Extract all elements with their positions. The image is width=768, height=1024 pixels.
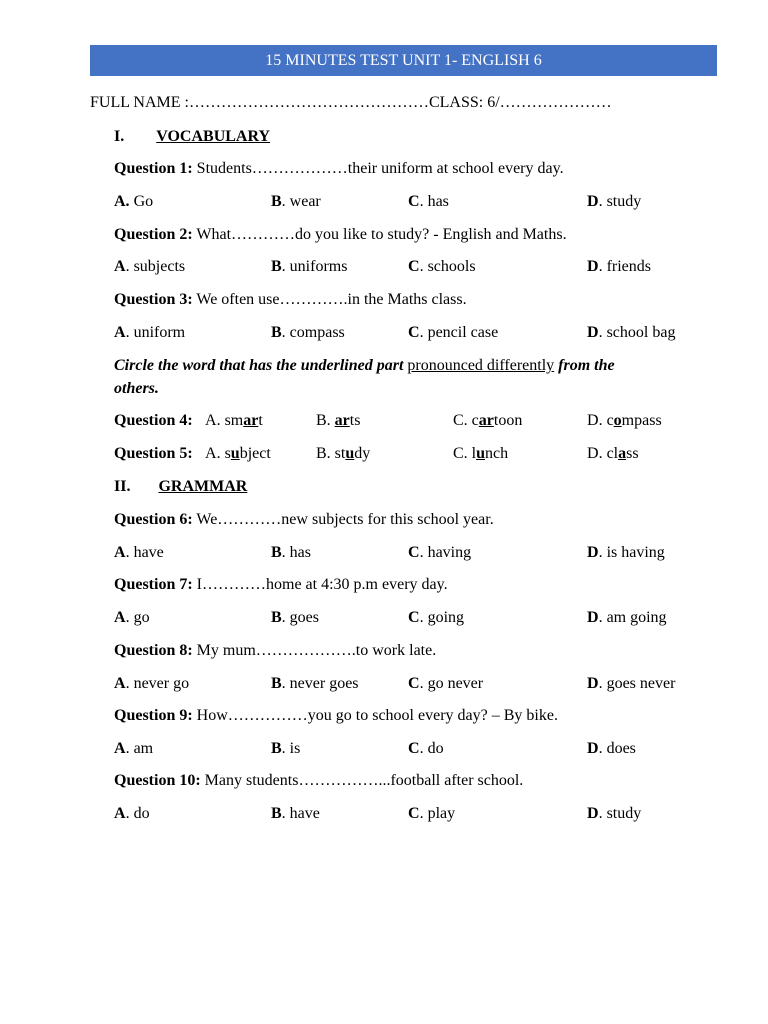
question-label: Question 10: [114,772,201,789]
option-text: . goes [281,609,319,626]
question-text: I…………home at 4:30 p.m every day. [192,576,448,593]
option-b[interactable] [271,675,359,693]
option-text: . s [216,445,231,462]
question-1 [114,160,564,178]
option-c[interactable] [408,805,455,823]
option-letter: D [587,193,599,210]
option-letter: D [587,412,599,429]
option-text: . is having [598,544,665,561]
option-text: . uniforms [281,258,348,275]
option-b[interactable] [271,193,321,211]
option-d[interactable] [587,193,641,211]
option-text: . going [419,609,465,626]
option-letter: C [408,544,420,561]
question-label: Question 6: [114,511,193,528]
option-c[interactable] [453,412,522,430]
option-letter: D [587,445,599,462]
option-a[interactable] [114,805,150,823]
option-text: . cl [598,445,619,462]
instruction-underlined: pronounced differently [407,357,555,374]
option-letter: B [271,675,282,692]
option-text: . do [419,740,444,757]
instruction-line-2: others. [114,380,159,397]
option-letter: A [114,258,126,275]
option-text: . c [598,412,614,429]
option-letter: A [114,609,126,626]
option-text: . pencil case [419,324,499,341]
option-c[interactable] [408,740,444,758]
option-text: . study [598,805,642,822]
option-text: . go [125,609,150,626]
option-letter: D [587,805,599,822]
option-letter: A [114,324,126,341]
underlined-part: a [618,445,627,462]
section-grammar-heading [114,478,247,496]
option-text: . has [419,193,449,210]
option-d[interactable] [587,412,662,430]
option-text: . have [125,544,164,561]
instruction-text-end: from the [554,357,615,374]
question-text: Many students……………...football after school. [200,772,524,789]
pronunciation-instruction [114,357,615,375]
option-letter: A [205,412,217,429]
option-letter: C [408,609,420,626]
section-vocabulary-heading [114,128,270,146]
option-text: . l [463,445,477,462]
option-text-end: ts [349,412,361,429]
question-label: Question 8: [114,642,193,659]
option-text: . has [281,544,311,561]
option-letter: B [271,544,282,561]
option-letter: C [408,324,420,341]
option-c[interactable] [408,258,476,276]
question-text: Students………………their uniform at school every day. [192,160,564,177]
question-9 [114,707,558,725]
option-text: . sm [216,412,244,429]
option-text: . c [463,412,479,429]
option-text: Go [129,193,154,210]
option-text-end: ss [626,445,639,462]
option-letter: B [271,805,282,822]
option-text: . schools [419,258,476,275]
option-letter: B [316,412,327,429]
option-letter: A. [114,193,130,210]
option-c[interactable] [408,544,471,562]
option-text: . does [598,740,636,757]
option-b[interactable] [316,445,370,463]
question-text: How……………you go to school every day? – By bike. [192,707,558,724]
option-text-end: dy [354,445,371,462]
option-c[interactable] [408,675,483,693]
section-label: VOCABULARY [156,128,271,145]
option-letter: C [453,445,464,462]
option-letter: D [587,258,599,275]
option-d[interactable] [587,805,641,823]
underlined-part: u [230,445,240,462]
option-text-end: toon [493,412,523,429]
option-text-end: t [258,412,263,429]
question-10 [114,772,523,790]
option-a[interactable] [205,412,263,430]
option-d[interactable] [587,740,636,758]
option-d[interactable] [587,609,667,627]
option-d[interactable] [587,544,665,562]
option-text: . subjects [125,258,186,275]
option-text: . wear [281,193,321,210]
option-a[interactable] [114,193,153,211]
option-a[interactable] [114,324,185,342]
question-text: What…………do you like to study? - English and Maths. [192,226,567,243]
option-letter: B [271,324,282,341]
option-letter: C [408,258,420,275]
option-d[interactable] [587,324,675,342]
option-a[interactable] [114,609,150,627]
option-letter: B [271,258,282,275]
question-text: We often use………….in the Maths class. [192,291,467,308]
fullname-class-line: FULL NAME :………………………………………CLASS: 6/………………… [90,94,612,111]
option-text: . go never [419,675,484,692]
option-text: . do [125,805,150,822]
option-text: . study [598,193,642,210]
option-letter: A [114,675,126,692]
option-text: . am going [598,609,667,626]
option-a[interactable] [114,544,164,562]
question-7 [114,576,448,594]
option-text-end: bject [239,445,271,462]
option-text: . [326,412,335,429]
option-text: . am [125,740,154,757]
question-2 [114,226,567,244]
question-label: Question 9: [114,707,193,724]
option-text: . having [419,544,472,561]
question-label: Question 5: [114,445,193,462]
option-a[interactable] [114,258,185,276]
option-letter: D [587,675,599,692]
question-6 [114,511,494,529]
option-d[interactable] [587,445,639,463]
option-text: . goes never [598,675,676,692]
option-c[interactable] [408,193,449,211]
test-title: 15 MINUTES TEST UNIT 1- ENGLISH 6 [265,52,542,69]
question-4 [114,412,193,430]
option-text: . friends [598,258,651,275]
option-text: . play [419,805,456,822]
option-letter: A [114,805,126,822]
underlined-part: o [613,412,622,429]
option-d[interactable] [587,258,651,276]
option-c[interactable] [408,324,498,342]
option-a[interactable] [114,675,189,693]
option-letter: D [587,324,599,341]
option-text-end: nch [485,445,509,462]
option-a[interactable] [114,740,153,758]
question-label: Question 2: [114,226,193,243]
section-label: GRAMMAR [158,478,248,495]
option-letter: D [587,544,599,561]
option-letter: A [205,445,217,462]
question-label: Question 7: [114,576,193,593]
underlined-part: u [345,445,355,462]
question-text: My mum……………….to work late. [192,642,437,659]
question-text: We…………new subjects for this school year. [192,511,494,528]
underlined-part: ar [334,412,350,429]
option-text: . have [281,805,320,822]
option-b[interactable] [271,544,311,562]
question-label: Question 4: [114,412,193,429]
section-number: II. [114,478,131,495]
option-letter: D [587,740,599,757]
option-text: . uniform [125,324,186,341]
option-text: . compass [281,324,345,341]
option-letter: C [453,412,464,429]
option-c[interactable] [408,609,464,627]
option-letter: C [408,805,420,822]
option-c[interactable] [453,445,508,463]
option-a[interactable] [205,445,271,463]
option-text: . school bag [598,324,676,341]
option-text: . never goes [281,675,359,692]
option-letter: B [271,193,282,210]
question-3 [114,291,467,309]
option-text-end: mpass [621,412,662,429]
question-5 [114,445,193,463]
test-title-banner [90,45,717,76]
question-label: Question 3: [114,291,193,308]
option-letter: B [271,740,282,757]
option-b[interactable] [271,609,319,627]
underlined-part: ar [243,412,259,429]
option-letter: B [316,445,327,462]
section-number: I. [114,128,125,145]
underlined-part: u [476,445,486,462]
option-b[interactable] [271,324,345,342]
option-b[interactable] [271,258,347,276]
option-text: . never go [125,675,190,692]
option-text: . is [281,740,301,757]
option-letter: B [271,609,282,626]
option-letter: C [408,740,420,757]
option-d[interactable] [587,675,675,693]
option-letter: D [587,609,599,626]
question-8 [114,642,436,660]
option-letter: C [408,675,420,692]
underlined-part: ar [478,412,494,429]
option-b[interactable] [316,412,360,430]
instruction-text: Circle the word that has the underlined part [114,357,408,374]
option-b[interactable] [271,805,320,823]
option-text: . st [326,445,346,462]
option-letter: A [114,740,126,757]
option-letter: A [114,544,126,561]
option-b[interactable] [271,740,300,758]
question-label: Question 1: [114,160,193,177]
option-letter: C [408,193,420,210]
